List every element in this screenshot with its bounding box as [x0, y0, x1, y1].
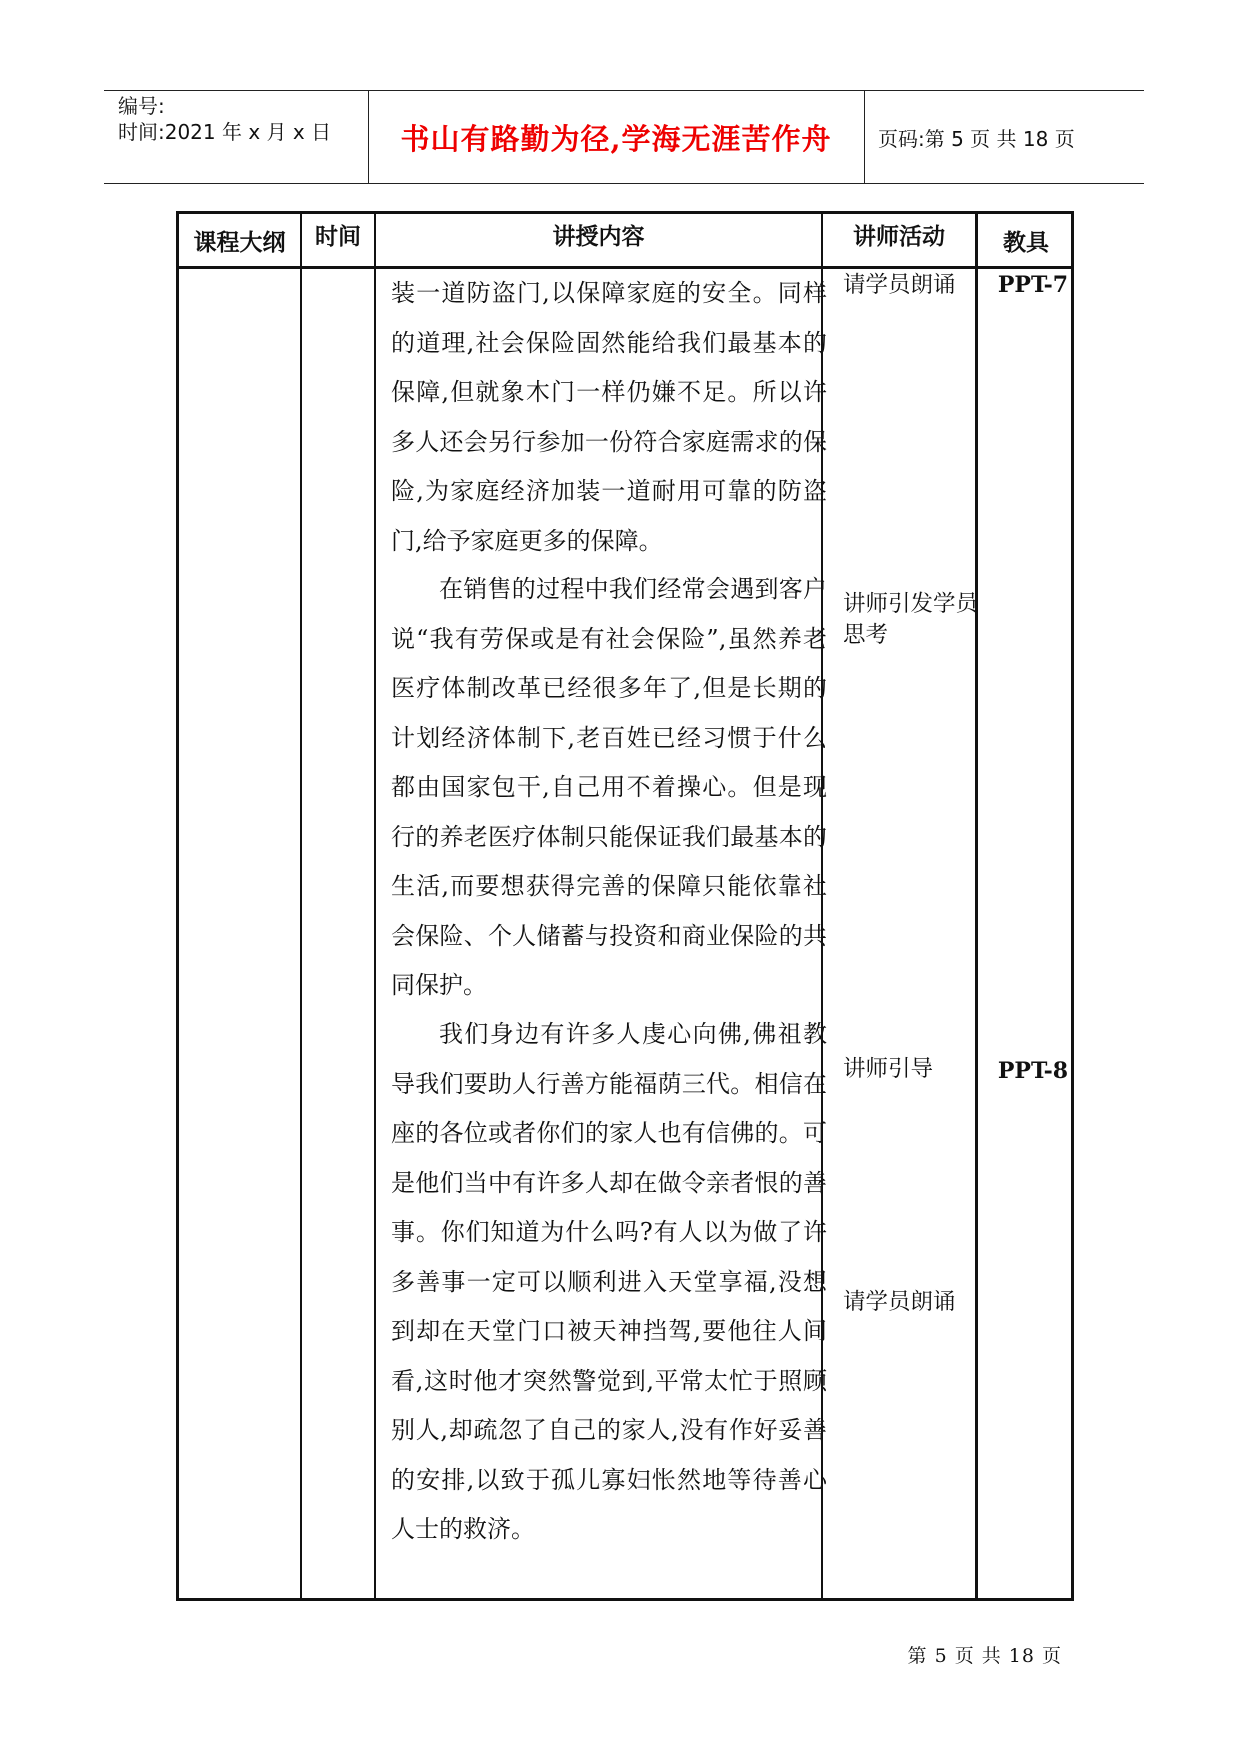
- course-table: [176, 211, 1074, 1601]
- tool-ppt-7: PPT-7: [997, 272, 1069, 298]
- activity-3: 讲师引导: [843, 1056, 934, 1082]
- content-paragraph-2: [391, 565, 827, 1011]
- paragraph: 在销售的过程中我们经常会遇到客户说“我有劳保或是有社会保险”,虽然养老医疗体制改革已经很多年了,但是长期的计划经济体制下,老百姓已经习惯于什么都由国家包干,自己用不着操心。但是现行的养老医疗体制只能保证我们最基本的生活,而要想获得完善的保障只能依靠社会保险、个人储蓄与投资和商业保险的共同保护。: [391, 575, 827, 999]
- header-meta: [104, 91, 369, 183]
- paragraph: 装一道防盗门,以保障家庭的安全。同样的道理,社会保险固然能给我们最基本的保障,但就象木门一样仍嫌不足。所以许多人还会另行参加一份符合家庭需求的保险,为家庭经济加装一道耐用可靠的防盗门,给予家庭更多的保障。: [391, 279, 827, 555]
- activity-4: 请学员朗诵: [843, 1289, 956, 1315]
- motto: 书山有路勤为径,学海无涯苦作舟: [368, 91, 865, 183]
- activity-1: 请学员朗诵: [843, 272, 956, 298]
- header-content: 讲授内容: [552, 224, 645, 250]
- header-time: 时间: [315, 224, 361, 250]
- page-footer: 第 5 页 共 18 页: [907, 1645, 1062, 1667]
- tool-ppt-8: PPT-8: [997, 1058, 1069, 1084]
- content-paragraph-1: [391, 269, 827, 566]
- header-activity: 讲师活动: [853, 224, 945, 250]
- page-label: 页码:第 5 页 共 18 页: [878, 126, 1075, 151]
- header-tools: 教具: [1003, 229, 1049, 256]
- header-outline: 课程大纲: [193, 229, 286, 256]
- paragraph: 我们身边有许多人虔心向佛,佛祖教导我们要助人行善方能福荫三代。相信在座的各位或者你们的家人也有信佛的。可是他们当中有许多人却在做令亲者恨的善事。你们知道为什么吗?有人以为做了许多善事一定可以顺利进入天堂享福,没想到却在天堂门口被天神挡驾,要他往人间看,这时他才突然警觉到,平常太忙于照顾别人,却疏忽了自己的家人,没有作好妥善的安排,以致于孤儿寡妇怅然地等待善心人士的救济。: [391, 1020, 827, 1543]
- time-label: 时间:2021 年 x 月 x 日: [118, 120, 332, 144]
- activity-2: 讲师引发学员思考: [843, 591, 979, 648]
- page-header: [104, 90, 1144, 184]
- column-divider: [975, 214, 978, 1598]
- column-divider: [300, 214, 302, 1598]
- column-divider: [374, 214, 376, 1598]
- number-label: 编号:: [118, 94, 165, 118]
- content-paragraph-3: [391, 1010, 827, 1555]
